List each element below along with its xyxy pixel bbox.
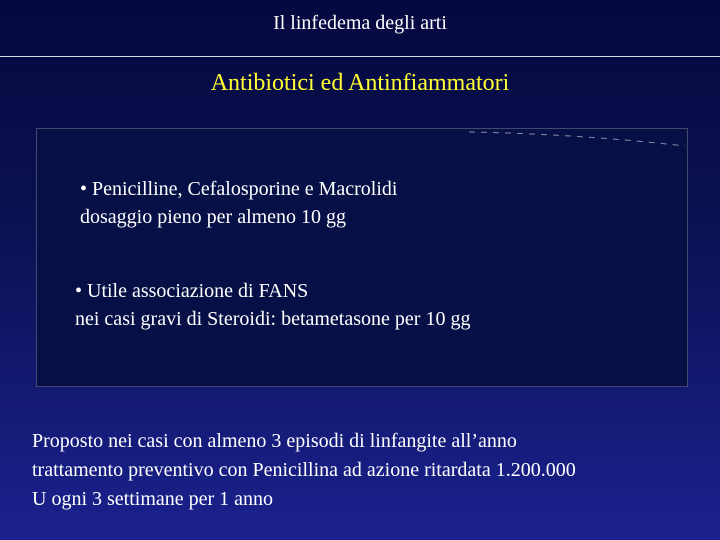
bullet-fans — [75, 277, 470, 333]
footer-note — [32, 427, 712, 514]
bullet-penicilline — [80, 175, 397, 231]
footer-line-3: U ogni 3 settimane per 1 anno — [32, 488, 274, 510]
title-divider — [0, 56, 720, 57]
footer-line-2: trattamento preventivo con Penicillina ad azione ritardata 1.200.000 — [32, 459, 576, 481]
content-box — [36, 128, 688, 387]
slide-subtitle: Antibiotici ed Antinfiammatori — [210, 70, 510, 96]
bullet-penicilline-line-1: • Penicilline, Cefalosporine e Macrolidi — [80, 178, 398, 200]
footer-line-1: Proposto nei casi con almeno 3 episodi di linfangite all’anno — [32, 430, 517, 452]
slide-title: Il linfedema degli arti — [273, 12, 447, 34]
dashed-decoration — [469, 130, 685, 148]
bullet-fans-line-2: nei casi gravi di Steroidi: betametasone per 10 gg — [75, 308, 471, 330]
bullet-fans-line-1: • Utile associazione di FANS — [75, 280, 309, 302]
bullet-penicilline-line-2: dosaggio pieno per almeno 10 gg — [80, 206, 347, 228]
